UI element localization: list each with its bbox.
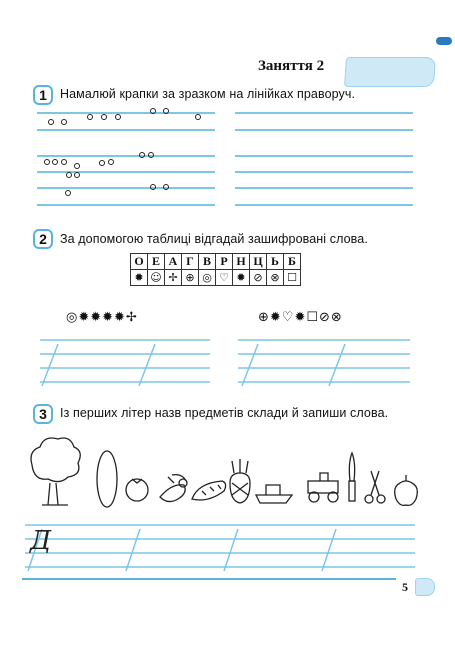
vegetables-icon <box>160 475 187 502</box>
cipher-symbol: ⊕ <box>182 270 199 286</box>
task-2-text: За допомогою таблиці відгадай зашифровані слова. <box>60 232 368 246</box>
title-tab <box>344 57 436 87</box>
zero-shape <box>97 451 117 507</box>
task-number-1: 1 <box>33 85 53 105</box>
cipher-letter: Е <box>148 254 165 270</box>
cipher-table <box>130 253 301 286</box>
publisher-mark <box>436 37 452 45</box>
handwritten-letter: Д <box>30 526 52 556</box>
page-number: 5 <box>402 580 408 594</box>
tractor-icon <box>308 473 338 502</box>
apple-icon <box>395 475 418 505</box>
tomato-icon <box>126 479 148 501</box>
cipher-symbols-row <box>131 270 301 286</box>
cipher-symbol: ♡ <box>216 270 233 286</box>
cipher-letter: О <box>131 254 148 270</box>
encoded-word-1: ◎✹✹✹✹✢ <box>66 310 138 325</box>
cipher-letter: А <box>165 254 182 270</box>
footer-rule <box>22 578 396 580</box>
task-2-writing-lines[interactable] <box>0 330 455 390</box>
task-3-text: Із перших літер назв предметів склади й запиши слова. <box>60 406 389 420</box>
task-3-writing-lines[interactable] <box>0 515 455 577</box>
encoded-word-2: ⊕✹♡✹☐⊘⊗ <box>258 310 343 325</box>
cipher-letters-row <box>131 254 301 270</box>
cipher-letter: Ь <box>267 254 284 270</box>
cipher-letter: Г <box>182 254 199 270</box>
tree-icon <box>31 438 80 505</box>
bread-icon <box>192 481 226 500</box>
cipher-symbol: ⊗ <box>267 270 284 286</box>
cipher-symbol: ✹ <box>233 270 250 286</box>
knife-icon <box>349 453 355 501</box>
boat-icon <box>256 485 292 503</box>
cipher-symbol: ⊘ <box>250 270 267 286</box>
pineapple-icon <box>230 459 250 503</box>
task-3-pictures <box>20 435 420 515</box>
cipher-symbol: ✢ <box>165 270 182 286</box>
cipher-symbol: ◎ <box>199 270 216 286</box>
cipher-letter: Ц <box>250 254 267 270</box>
page-title: Заняття 2 <box>258 58 325 74</box>
cipher-letter: Б <box>284 254 301 270</box>
task-number-2: 2 <box>33 229 53 249</box>
cipher-symbol: ✹ <box>131 270 148 286</box>
cipher-letter: Р <box>216 254 233 270</box>
task-number-3: 3 <box>33 404 53 424</box>
cipher-letter: Н <box>233 254 250 270</box>
page-tab <box>415 578 435 596</box>
cipher-letter: В <box>199 254 216 270</box>
task-1-text: Намалюй крапки за зразком на лінійках праворуч. <box>60 87 356 101</box>
cipher-symbol: ☐ <box>284 270 301 286</box>
scissors-icon <box>365 471 385 503</box>
cipher-symbol: ☺ <box>148 270 165 286</box>
